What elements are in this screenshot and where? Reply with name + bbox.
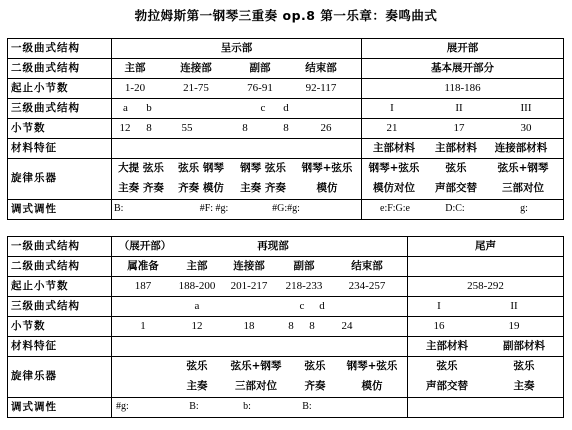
subsection-core-development: 基本展开部分: [362, 59, 564, 79]
measure-count: 24: [341, 319, 353, 332]
table-row: [8, 39, 564, 59]
bar-range: 92-117: [305, 81, 337, 94]
table-row: [8, 357, 564, 398]
texture-label: 声部交替: [435, 182, 477, 195]
measure-count: 12: [191, 319, 203, 332]
material-label: 主部材料: [426, 339, 468, 352]
row-label: 调式调性: [8, 398, 112, 418]
row-label: 材料特征: [8, 337, 112, 357]
measure-count: 55: [181, 121, 193, 134]
key-label: B:: [302, 401, 312, 413]
phrase-d: d: [319, 299, 325, 312]
instrument-label: 钢琴+弦乐: [368, 162, 420, 175]
row-label: 小节数: [8, 317, 112, 337]
texture-label: 三部对位: [502, 182, 544, 195]
measure-count: 8: [146, 121, 152, 134]
key-label: e:F:G:e: [380, 203, 410, 215]
row-label: 三级曲式结构: [8, 297, 112, 317]
bar-range: 201-217: [230, 279, 268, 292]
row-label: 材料特征: [8, 139, 112, 159]
row-label: 起止小节数: [8, 79, 112, 99]
texture-label: 三部对位: [235, 380, 277, 393]
material-label: 主部材料: [373, 141, 415, 154]
table-row: [8, 337, 564, 357]
row-label: 一级曲式结构: [8, 237, 112, 257]
section-coda: 尾声: [408, 237, 564, 257]
bar-range: 21-75: [183, 81, 209, 94]
part-III: III: [520, 101, 532, 114]
phrase-b: b: [146, 101, 152, 114]
measure-count: 8: [309, 319, 315, 332]
phrase-c: c: [260, 101, 266, 114]
measure-count: 18: [243, 319, 255, 332]
measure-count: 17: [453, 121, 465, 134]
instrument-label: 弦乐+钢琴: [230, 360, 282, 373]
bar-range: 118-186: [362, 79, 564, 99]
row-label: 三级曲式结构: [8, 99, 112, 119]
key-label: D:C:: [445, 203, 465, 215]
table-row: [8, 277, 564, 297]
row-label: 二级曲式结构: [8, 257, 112, 277]
subsection-secondary: 副部: [293, 259, 315, 272]
bar-range: 76-91: [247, 81, 273, 94]
table-row: [8, 200, 564, 220]
table-row: [8, 159, 564, 200]
key-label: #F: #g:: [199, 203, 229, 215]
texture-label: 主奏 齐奏: [118, 182, 164, 195]
key-label: g:: [520, 203, 528, 215]
table-row: [8, 398, 564, 418]
texture-label: 模仿: [361, 380, 383, 393]
page-title: 勃拉姆斯第一钢琴三重奏 op.8 第一乐章：奏鸣曲式: [134, 8, 438, 23]
table-row: [8, 297, 564, 317]
measure-count: 21: [386, 121, 398, 134]
texture-label: 模仿: [316, 182, 338, 195]
subsection-secondary: 副部: [249, 61, 271, 74]
row-label: 旋律乐器: [8, 159, 112, 200]
instrument-label: 弦乐 钢琴: [178, 162, 224, 175]
bar-range: 188-200: [178, 279, 216, 292]
instrument-label: 弦乐: [304, 360, 326, 373]
material-label: 主部材料: [435, 141, 477, 154]
key-label: #G:#g:: [272, 203, 300, 215]
row-label: 起止小节数: [8, 277, 112, 297]
instrument-label: 弦乐: [513, 360, 535, 373]
sonata-form-table-2: [7, 236, 564, 418]
instrument-label: 钢琴+弦乐: [346, 360, 398, 373]
instrument-label: 弦乐: [436, 360, 458, 373]
table-row: [8, 237, 564, 257]
part-II: II: [510, 299, 518, 312]
subsection-transition: 连接部: [233, 259, 265, 272]
subsection-primary: 主部: [186, 259, 208, 272]
subsection-closing: 结束部: [351, 259, 383, 272]
texture-label: 主奏: [513, 380, 535, 393]
phrase-a: a: [123, 101, 128, 114]
table-row: [8, 257, 564, 277]
bar-range: 234-257: [348, 279, 386, 292]
key-label: b:: [243, 401, 251, 413]
subsection-closing: 结束部: [305, 61, 337, 74]
texture-label: 齐奏 模仿: [178, 182, 224, 195]
material-label: 副部材料: [503, 339, 545, 352]
phrase-d: d: [283, 101, 289, 114]
section-development: 展开部: [362, 39, 564, 59]
texture-label: 齐奏: [304, 380, 326, 393]
instrument-label: 大提 弦乐: [118, 162, 164, 175]
part-I: I: [390, 101, 394, 114]
phrase-c: c: [299, 299, 305, 312]
bar-range: 187: [134, 279, 152, 292]
measure-count: 8: [242, 121, 248, 134]
row-label: 旋律乐器: [8, 357, 112, 398]
part-I: I: [437, 299, 441, 312]
measure-count: 8: [283, 121, 289, 134]
section-development-cont: （展开部）: [118, 239, 172, 252]
measure-count: 19: [508, 319, 520, 332]
sonata-form-table-1: [7, 38, 564, 220]
instrument-label: 弦乐+钢琴: [497, 162, 549, 175]
measure-count: 26: [320, 121, 332, 134]
measure-count: 8: [288, 319, 294, 332]
part-II: II: [455, 101, 463, 114]
instrument-label: 弦乐: [186, 360, 208, 373]
measure-count: 1: [140, 319, 146, 332]
key-label: B:: [189, 401, 199, 413]
key-label: #g:: [116, 401, 129, 413]
key-label: B:: [114, 203, 124, 215]
texture-label: 主奏 齐奏: [240, 182, 286, 195]
texture-label: 主奏: [186, 380, 208, 393]
table-row: [8, 79, 564, 99]
table-row: [8, 59, 564, 79]
instrument-label: 钢琴 弦乐: [240, 162, 286, 175]
table-row: [8, 317, 564, 337]
section-exposition: 呈示部: [112, 39, 362, 59]
texture-label: 声部交替: [426, 380, 468, 393]
measure-count: 16: [433, 319, 445, 332]
row-label: 一级曲式结构: [8, 39, 112, 59]
table-row: [8, 139, 564, 159]
subsection-transition: 连接部: [180, 61, 212, 74]
bar-range: 218-233: [285, 279, 323, 292]
bar-range: 258-292: [408, 277, 564, 297]
material-label: 连接部材料: [494, 141, 548, 154]
texture-label: 模仿对位: [373, 182, 415, 195]
row-label: 小节数: [8, 119, 112, 139]
row-label: 二级曲式结构: [8, 59, 112, 79]
instrument-label: 弦乐: [445, 162, 467, 175]
table-row: [8, 99, 564, 119]
instrument-label: 钢琴+弦乐: [301, 162, 353, 175]
bar-range: 1-20: [124, 81, 146, 94]
section-recapitulation: 再现部: [257, 239, 289, 252]
measure-count: 12: [119, 121, 131, 134]
phrase-a: a: [194, 299, 200, 312]
measure-count: 30: [520, 121, 532, 134]
row-label: 调式调性: [8, 200, 112, 220]
subsection-dominant-prep: 属准备: [127, 259, 159, 272]
table-row: [8, 119, 564, 139]
subsection-primary: 主部: [124, 61, 146, 74]
